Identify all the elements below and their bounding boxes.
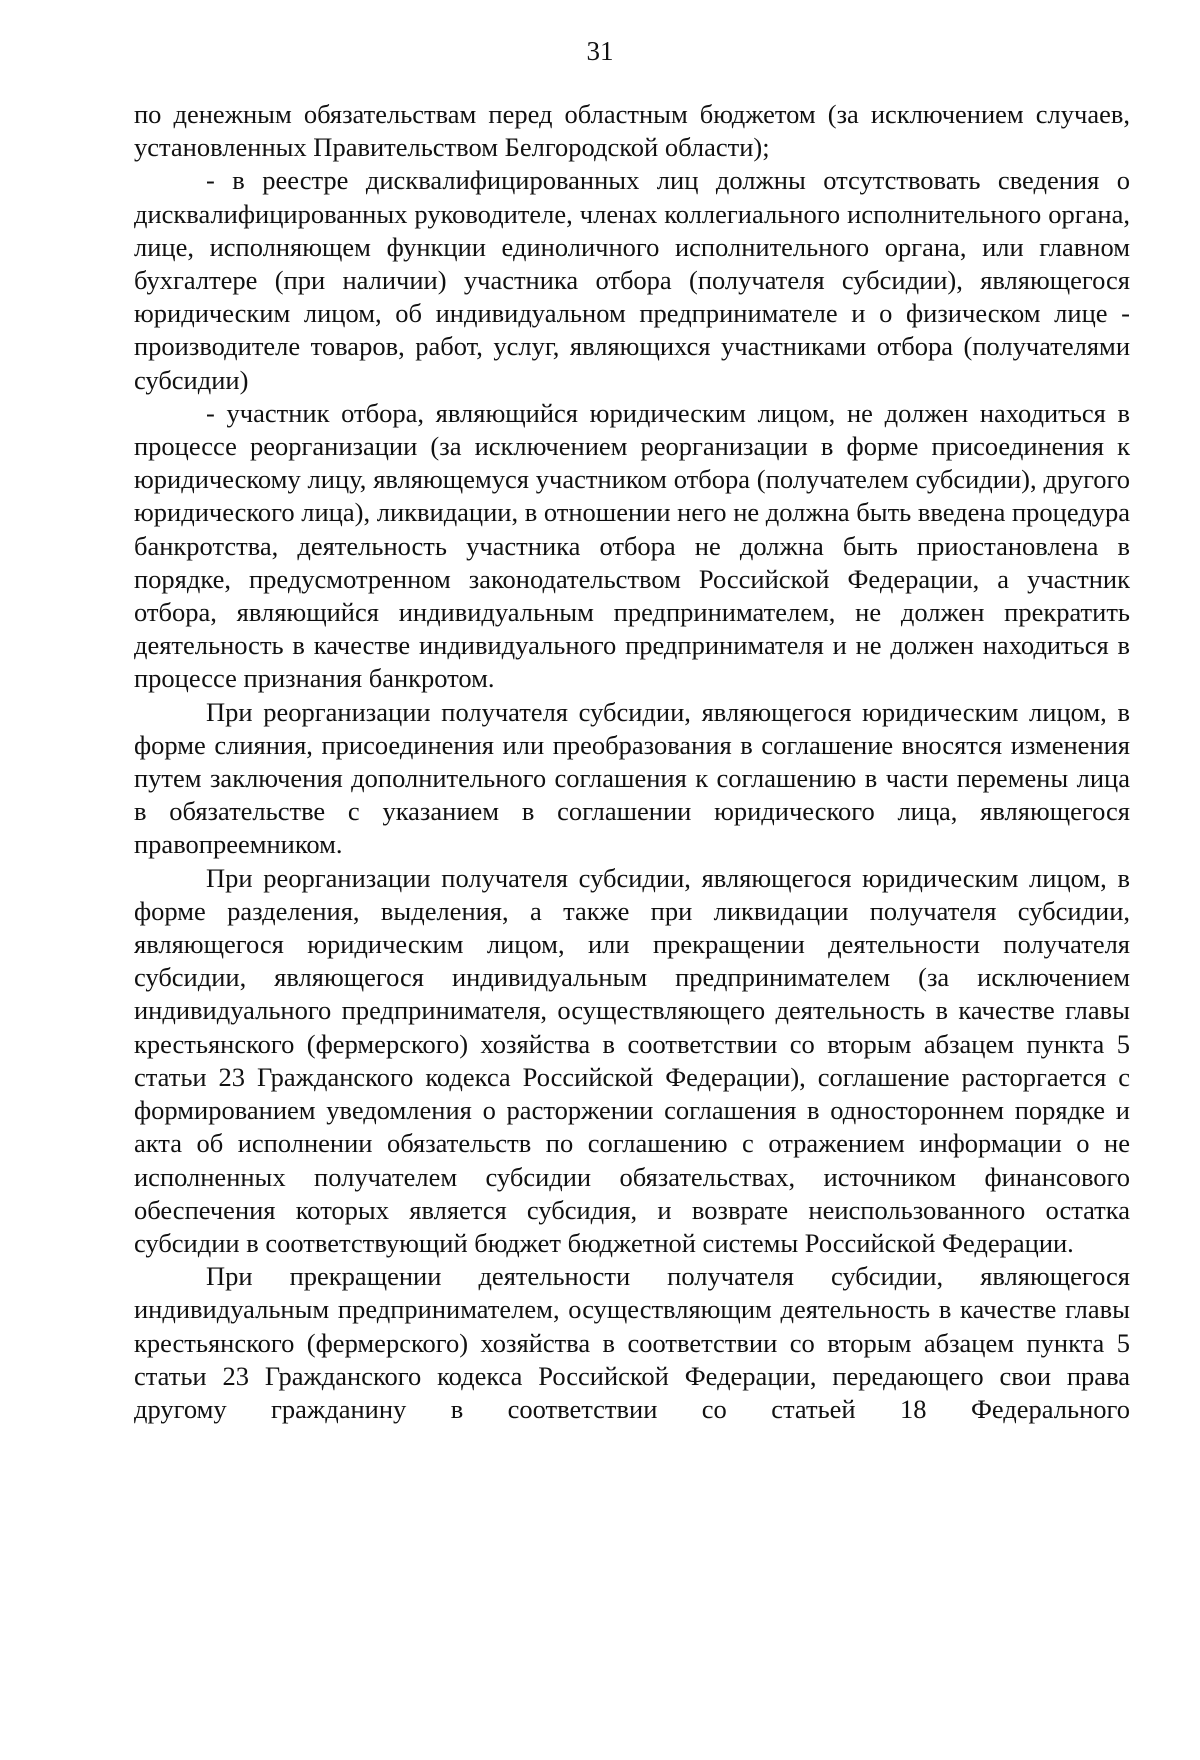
- paragraph-1: по денежным обязательствам перед областным бюджетом (за исключением случаев, установленных Правительством Белгородской области);: [134, 99, 1130, 163]
- page-number: 31: [586, 36, 614, 66]
- paragraph-2: - в реестре дисквалифицированных лиц должны отсутствовать сведения о дисквалифицированных руководителе, членах коллегиального исполнительного органа, лице, исполняющем функции единоличного исполнительного органа, или главном бухгалтере (при наличии) участника отбора (получателя субсидии), являющегося юридическим лицом, об индивидуальном предпринимателе и о физическом лице - производителе товаров, работ, услуг, являющихся участниками отбора (получателями субсидии): [134, 165, 1130, 395]
- paragraph-6: При прекращении деятельности получателя субсидии, являющегося индивидуальным предпринимателем, осуществляющим деятельность в качестве главы крестьянского (фермерского) хозяйства в соответствии со вторым абзацем пункта 5 статьи 23 Гражданского кодекса Российской Федерации, передающего свои права другому гражданину в соответствии со статьей 18 Федерального: [134, 1261, 1130, 1424]
- paragraph-4: При реорганизации получателя субсидии, являющегося юридическим лицом, в форме слияния, присоединения или преобразования в соглашение вносятся изменения путем заключения дополнительного соглашения к соглашению в части перемены лица в обязательстве с указанием в соглашении юридического лица, являющегося правопреемником.: [134, 696, 1130, 860]
- document-body: [134, 98, 1130, 1426]
- paragraph-5: При реорганизации получателя субсидии, являющегося юридическим лицом, в форме разделения, выделения, а также при ликвидации получателя субсидии, являющегося юридическим лицом, или прекращении деятельности получателя субсидии, являющегося индивидуальным предпринимателем (за исключением индивидуального предпринимателя, осуществляющего деятельность в качестве главы крестьянского (фермерского) хозяйства в соответствии со вторым абзацем пункта 5 статьи 23 Гражданского кодекса Российской Федерации), соглашение расторгается с формированием уведомления о расторжении соглашения в одностороннем порядке и акта об исполнении обязательств по соглашению с отражением информации о не исполненных получателем субсидии обязательствах, источником финансового обеспечения которых является субсидия, и возврате неиспользованного остатка субсидии в соответствующий бюджет бюджетной системы Российской Федерации.: [134, 862, 1130, 1258]
- paragraph-3: - участник отбора, являющийся юридическим лицом, не должен находиться в процессе реорганизации (за исключением реорганизации в форме присоединения к юридическому лицу, являющемуся участником отбора (получателем субсидии), другого юридического лица), ликвидации, в отношении него не должна быть введена процедура банкротства, деятельность участника отбора не должна быть приостановлена в порядке, предусмотренном законодательством Российской Федерации, а участник отбора, являющийся индивидуальным предпринимателем, не должен прекратить деятельность в качестве индивидуального предпринимателя и не должен находиться в процессе признания банкротом.: [134, 397, 1130, 694]
